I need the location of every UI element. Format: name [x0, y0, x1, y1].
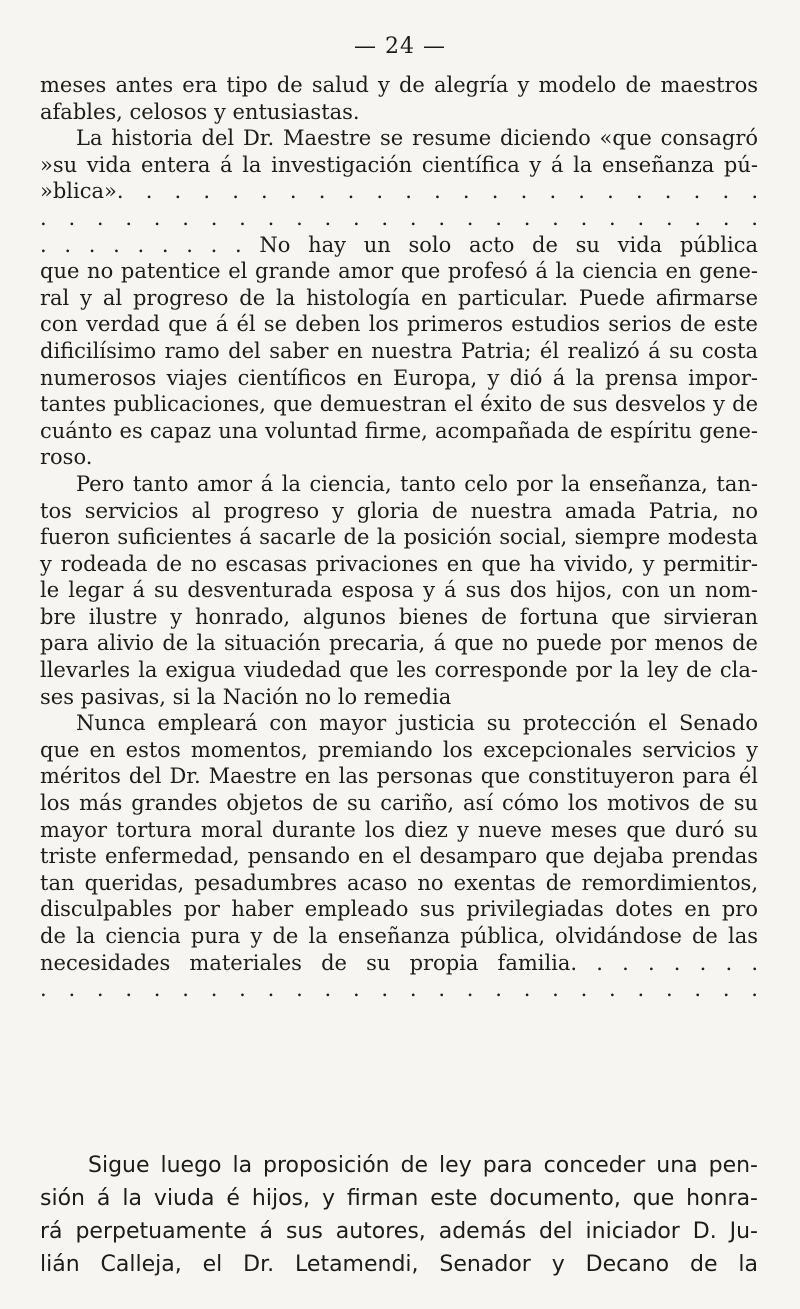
text-line: fueron suficientes á sacarle de la posición social, siempre modesta [40, 525, 758, 550]
text-line: que no patentice el grande amor que profesó á la ciencia en gene- [40, 259, 758, 284]
text-line: lián Calleja, el Dr. Letamendi, Senador y Decano de la [40, 1252, 758, 1277]
text-line: triste enfermedad, pensando en el desamparo que dejaba prendas [40, 844, 758, 869]
ellipsis-line: . . . . . . . . . . . . . . . . . . . . . . . . . . [40, 977, 758, 1002]
text-line: méritos del Dr. Maestre en las personas que constituyeron para él [40, 764, 758, 789]
text-line: »su vida entera á la investigación científica y á la enseñanza pú- [40, 152, 758, 177]
text-line: tan queridas, pesadumbres acaso no exentas de remordimientos, [40, 870, 758, 895]
text-line: roso. [40, 445, 93, 470]
text-line: numerosos viajes científicos en Europa, y dió á la prensa impor- [40, 365, 758, 390]
text-line: Pero tanto amor á la ciencia, tanto celo por la enseñanza, tan- [76, 471, 758, 496]
text-line: . . . . . . . . . No hay un solo acto de su vida pública [40, 232, 758, 257]
text-line: de la ciencia pura y de la enseñanza pública, olvidándose de las [40, 924, 758, 948]
text-line: ral y al progreso de la histología en particular. Puede afirmarse [40, 285, 758, 310]
page-number: — 24 — [354, 34, 446, 59]
text-line: llevarles la exigua viudedad que les corresponde por la ley de cla- [40, 658, 758, 683]
text-line: con verdad que á él se deben los primeros estudios serios de este [40, 312, 758, 337]
text-line: »blica». . . . . . . . . . . . . . . . . . . . . . . [40, 179, 758, 204]
text-line: para alivio de la situación precaria, á que no puede por menos de [40, 631, 758, 656]
text-line: La historia del Dr. Maestre se resume diciendo «que consagró [76, 126, 758, 151]
text-line: disculpables por haber empleado sus privilegiadas dotes en pro [40, 897, 758, 922]
text-line: Nunca empleará con mayor justicia su protección el Senado [76, 711, 758, 736]
text-line: necesidades materiales de su propia familia. . . . . . . . [40, 950, 758, 975]
text-line: cuánto es capaz una voluntad firme, acompañada de espíritu gene- [40, 418, 758, 443]
text-line: meses antes era tipo de salud y de alegría y modelo de maestros [40, 73, 758, 97]
ellipsis-line: . . . . . . . . . . . . . . . . . . . . . . . . . . [40, 205, 758, 230]
text-line: los más grandes objetos de su cariño, así cómo los motivos de su [40, 791, 758, 816]
body-text [40, 72, 758, 1003]
text-line: tos servicios al progreso y gloria de nuestra amada Patria, no [40, 498, 758, 523]
text-line: ses pasivas, si la Nación no lo remedia [40, 684, 452, 709]
text-line: dificilísimo ramo del saber en nuestra Patria; él realizó á su costa [40, 338, 758, 363]
text-line: le legar á su desventurada esposa y á sus dos hijos, con un nom- [40, 578, 758, 603]
closing-paragraph [40, 1149, 758, 1281]
text-line: que en estos momentos, premiando los excepcionales servicios y [40, 737, 758, 762]
text-line: afables, celosos y entusiastas. [40, 99, 360, 124]
text-line: y rodeada de no escasas privaciones en que ha vivido, y permitir- [40, 551, 758, 576]
text-line: tantes publicaciones, que demuestran el éxito de sus desvelos y de [40, 392, 758, 417]
text-line: bre ilustre y honrado, algunos bienes de fortuna que sirvieran [40, 604, 758, 629]
text-line: mayor tortura moral durante los diez y nueve meses que duró su [40, 817, 758, 842]
text-line: Sigue luego la proposición de ley para conceder una pen- [88, 1153, 758, 1178]
text-line: rá perpetuamente á sus autores, además del iniciador D. Ju- [40, 1219, 758, 1244]
text-line: sión á la viuda é hijos, y firman este documento, que honra- [40, 1186, 758, 1211]
